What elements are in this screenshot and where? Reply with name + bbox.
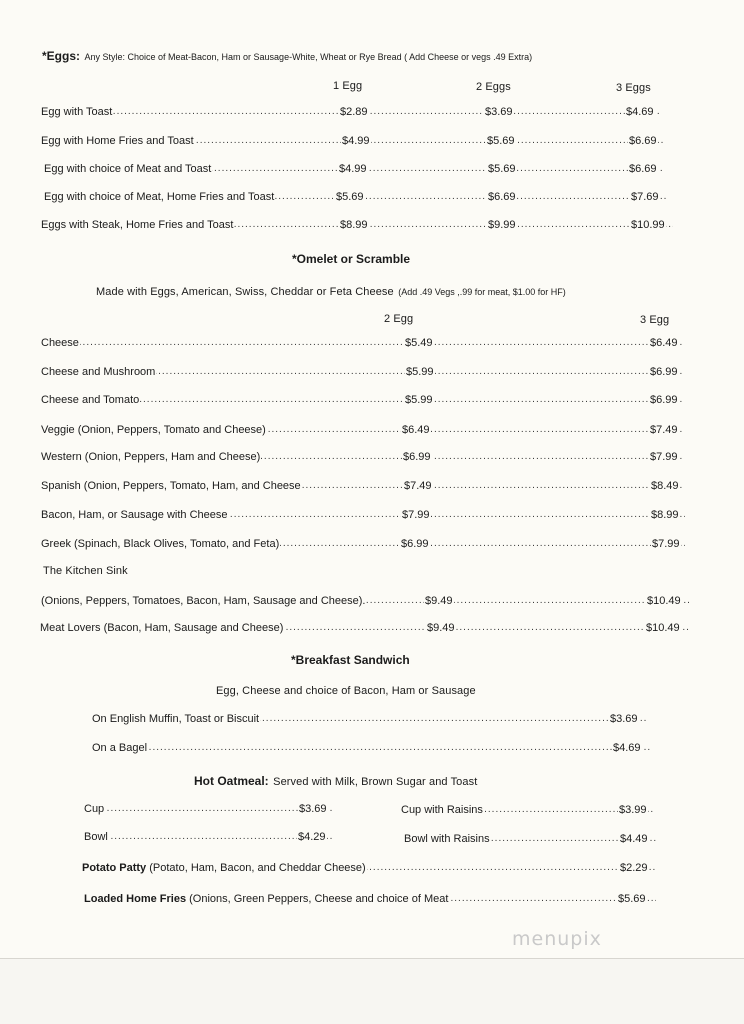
omelet-subtitle: Made with Eggs, American, Swiss, Cheddar or Feta Cheese <box>96 286 394 298</box>
price-3-eggs: $10.99 <box>631 219 665 231</box>
price-3-eggs: $6.69 <box>629 135 657 147</box>
item-price: $4.49 <box>620 833 648 845</box>
price-2-egg: $7.49 <box>404 480 432 492</box>
price-2-egg: $6.99 <box>401 538 429 550</box>
dot-leader <box>84 831 332 842</box>
item-label: Cheese and Mushroom <box>41 366 156 378</box>
eggs-header <box>42 47 532 65</box>
watermark-logo: menupix <box>512 928 602 950</box>
menu-row-meat-lovers <box>40 622 688 636</box>
price-2-egg: $6.99 <box>403 451 431 463</box>
omelet-col-2: 3 Egg <box>640 314 670 326</box>
loaded-fries-title: Loaded Home Fries <box>84 893 187 905</box>
price-2-eggs: $6.69 <box>488 191 516 203</box>
item-label: Cheese and Tomato <box>41 394 140 406</box>
menu-row-loaded-fries <box>84 893 656 907</box>
eggs-col-1: 1 Egg <box>333 80 363 92</box>
menu-row-bacon-ham-sausage <box>41 509 685 523</box>
price-3-eggs: $7.69 <box>631 191 659 203</box>
item-label: Greek (Spinach, Black Olives, Tomato, and Feta) <box>41 538 280 550</box>
eggs-subtitle: Any Style: Choice of Meat-Bacon, Ham or Sausage-White, Wheat or Rye Bread ( Add Cheese or vegs .49 Extra) <box>84 52 533 62</box>
price-2-egg: $5.99 <box>406 366 434 378</box>
potato-patty-label <box>82 862 367 874</box>
price-1-egg: $8.99 <box>340 219 368 231</box>
menu-row-egg-meat-fries-toast <box>44 191 666 205</box>
menu-row-greek <box>41 538 685 552</box>
menu-row-kitchen-sink <box>41 595 689 609</box>
price-2-eggs: $3.69 <box>485 106 513 118</box>
price-3-egg: $8.49 <box>651 480 679 492</box>
scan-bottom-margin <box>0 958 744 1024</box>
potato-patty-desc: (Potato, Ham, Bacon, and Cheddar Cheese) <box>149 862 366 874</box>
price-3-egg: $7.99 <box>652 538 680 550</box>
price-1-egg: $4.99 <box>342 135 370 147</box>
price-2-egg: $5.49 <box>405 337 433 349</box>
kitchen-sink-title: The Kitchen Sink <box>43 565 128 577</box>
item-price: $4.29 <box>298 831 326 843</box>
price-3-eggs: $4.69 <box>626 106 654 118</box>
price-3-egg: $10.49 <box>647 595 681 607</box>
sandwich-subtitle: Egg, Cheese and choice of Bacon, Ham or Sausage <box>216 685 476 697</box>
oatmeal-header <box>194 772 477 790</box>
omelet-title: *Omelet or Scramble <box>292 252 411 266</box>
item-label: Bowl <box>84 831 108 843</box>
menu-row-cheese-tomato <box>41 394 684 408</box>
omelet-note: (Add .49 Vegs ,.99 for meat, $1.00 for HF) <box>398 287 566 297</box>
menu-row-egg-meat-toast <box>44 163 664 177</box>
item-label: Eggs with Steak, Home Fries and Toast <box>41 219 234 231</box>
price-3-egg: $7.49 <box>650 424 678 436</box>
omelet-col-1: 2 Egg <box>384 313 414 325</box>
price-1-egg: $4.99 <box>339 163 367 175</box>
item-price: $3.99 <box>619 804 647 816</box>
eggs-col-2: 2 Eggs <box>476 81 511 93</box>
item-price: $5.69 <box>618 893 646 905</box>
item-label: Meat Lovers (Bacon, Ham, Sausage and Cheese) <box>40 622 284 634</box>
item-price: $4.69 <box>613 742 641 754</box>
menu-row-veggie <box>41 424 684 438</box>
price-2-egg: $9.49 <box>427 622 455 634</box>
item-label: Veggie (Onion, Peppers, Tomato and Cheese) <box>41 424 266 436</box>
price-2-eggs: $5.69 <box>488 163 516 175</box>
menu-row-cheese <box>41 337 684 351</box>
menu-row-bowl <box>84 831 332 845</box>
dot-leader <box>84 803 332 814</box>
price-2-eggs: $5.69 <box>487 135 515 147</box>
oatmeal-subtitle: Served with Milk, Brown Sugar and Toast <box>273 776 478 788</box>
item-label: Spanish (Onion, Peppers, Tomato, Ham, and Cheese <box>41 480 301 492</box>
item-label: Western (Onion, Peppers, Ham and Cheese) <box>41 451 261 463</box>
menu-row-english-muffin <box>92 713 648 727</box>
item-price: $3.69 <box>610 713 638 725</box>
price-2-egg: $9.49 <box>425 595 453 607</box>
menu-row-cup <box>84 803 332 817</box>
dot-leader <box>41 337 684 348</box>
price-2-eggs: $9.99 <box>488 219 516 231</box>
price-3-egg: $10.49 <box>646 622 680 634</box>
item-label: On a Bagel <box>92 742 148 754</box>
potato-patty-title: Potato Patty <box>82 862 147 874</box>
item-label: Egg with choice of Meat and Toast <box>44 163 212 175</box>
menu-row-eggs-steak <box>41 219 673 233</box>
eggs-title: *Eggs: <box>42 49 81 63</box>
item-label: Egg with choice of Meat, Home Fries and Toast <box>44 191 275 203</box>
price-1-egg: $2.89 <box>340 106 368 118</box>
eggs-col-3: 3 Eggs <box>616 82 651 94</box>
price-3-egg: $7.99 <box>650 451 678 463</box>
omelet-subtitle-line <box>96 282 566 300</box>
price-3-egg: $6.99 <box>650 366 678 378</box>
item-label: Cheese <box>41 337 79 349</box>
menu-row-egg-home-fries <box>41 135 663 149</box>
price-2-egg: $6.49 <box>402 424 430 436</box>
item-label: Cup with Raisins <box>401 804 483 816</box>
item-label: On English Muffin, Toast or Biscuit <box>92 713 260 725</box>
price-1-egg: $5.69 <box>336 191 364 203</box>
item-label: Bowl with Raisins <box>404 833 490 845</box>
sandwich-title: *Breakfast Sandwich <box>291 653 410 667</box>
item-label: Egg with Toast <box>41 106 113 118</box>
oatmeal-title: Hot Oatmeal: <box>194 774 269 788</box>
item-label: Egg with Home Fries and Toast <box>41 135 194 147</box>
loaded-fries-desc: (Onions, Green Peppers, Cheese and choice of Meat <box>189 893 449 905</box>
menu-row-potato-patty <box>82 862 656 876</box>
item-price: $3.69 <box>299 803 327 815</box>
menu-row-cheese-mushroom <box>41 366 684 380</box>
dot-leader <box>92 742 650 753</box>
menu-row-bowl-raisins <box>404 833 656 847</box>
item-label: Bacon, Ham, or Sausage with Cheese <box>41 509 228 521</box>
menu-row-egg-toast <box>41 106 661 120</box>
price-3-egg: $8.99 <box>651 509 679 521</box>
price-3-eggs: $6.69 <box>629 163 657 175</box>
item-price: $2.29 <box>620 862 648 874</box>
price-3-egg: $6.49 <box>650 337 678 349</box>
price-3-egg: $6.99 <box>650 394 678 406</box>
menu-row-bagel <box>92 742 650 756</box>
menu-row-cup-raisins <box>401 804 655 818</box>
loaded-fries-label <box>84 893 449 905</box>
price-2-egg: $7.99 <box>402 509 430 521</box>
menu-row-western <box>41 451 684 465</box>
item-label: Cup <box>84 803 105 815</box>
item-label: (Onions, Peppers, Tomatoes, Bacon, Ham, Sausage and Cheese). <box>41 595 366 607</box>
price-2-egg: $5.99 <box>405 394 433 406</box>
menu-row-spanish <box>41 480 684 494</box>
